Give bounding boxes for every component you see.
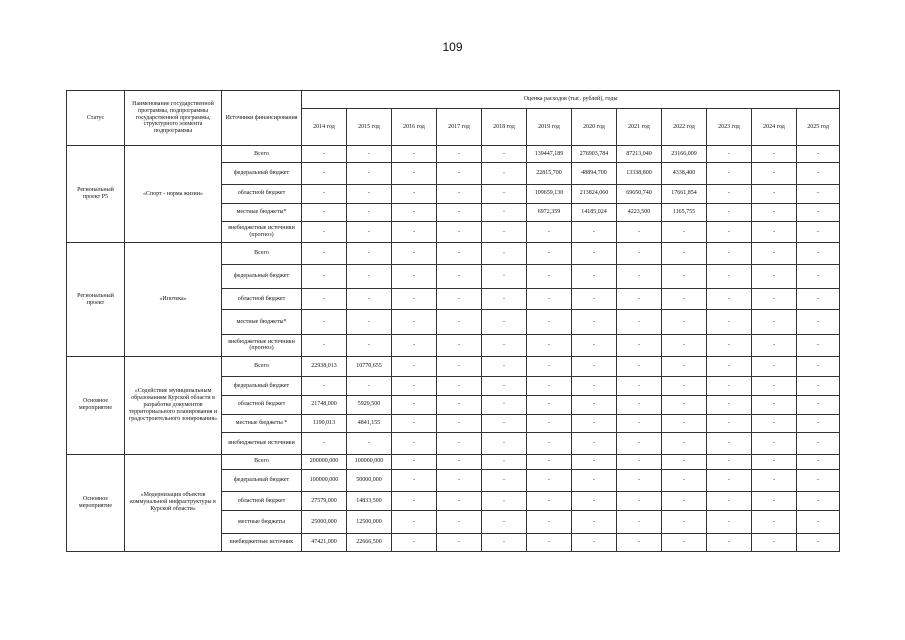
- row-value: 213824,060: [572, 184, 617, 203]
- row-value: 4338,400: [662, 163, 707, 184]
- row-value: -: [392, 469, 437, 491]
- row-value: -: [797, 454, 840, 469]
- header-status: Статус: [67, 91, 125, 146]
- row-value: -: [707, 289, 752, 310]
- row-source: внебюджетные источники (прогноз): [222, 334, 302, 356]
- row-program-name: «Модернизация объектов коммунальной инфраструктуры в Курской области»: [125, 454, 222, 551]
- row-value: -: [797, 334, 840, 356]
- row-value: -: [347, 264, 392, 288]
- row-source: Всего: [222, 357, 302, 377]
- row-value: 17661,854: [662, 184, 707, 203]
- row-value: -: [617, 414, 662, 432]
- row-value: -: [347, 203, 392, 221]
- row-value: -: [437, 533, 482, 551]
- row-value: -: [797, 469, 840, 491]
- row-value: -: [662, 357, 707, 377]
- row-value: -: [617, 357, 662, 377]
- row-value: -: [392, 511, 437, 533]
- row-value: 14833,500: [347, 492, 392, 511]
- row-value: -: [572, 243, 617, 264]
- header-year: 2016 год: [392, 109, 437, 146]
- row-value: -: [392, 146, 437, 163]
- row-value: -: [617, 334, 662, 356]
- row-value: 25000,000: [302, 511, 347, 533]
- table-row: [67, 243, 840, 264]
- row-value: -: [572, 395, 617, 414]
- row-value: -: [482, 184, 527, 203]
- row-value: -: [302, 433, 347, 454]
- row-value: -: [347, 184, 392, 203]
- row-value: -: [752, 377, 797, 395]
- row-value: 14185,024: [572, 203, 617, 221]
- row-value: -: [752, 203, 797, 221]
- row-value: -: [482, 146, 527, 163]
- row-value: -: [527, 454, 572, 469]
- row-value: 47421,000: [302, 533, 347, 551]
- row-value: 1190,013: [302, 414, 347, 432]
- header-year: 2021 год: [617, 109, 662, 146]
- row-value: -: [572, 469, 617, 491]
- row-value: -: [752, 533, 797, 551]
- row-value: -: [482, 492, 527, 511]
- row-value: -: [527, 310, 572, 334]
- row-value: -: [617, 222, 662, 243]
- row-value: 50000,000: [347, 469, 392, 491]
- row-value: 21748,000: [302, 395, 347, 414]
- row-value: -: [662, 492, 707, 511]
- row-value: -: [662, 511, 707, 533]
- row-value: -: [392, 203, 437, 221]
- row-value: -: [437, 289, 482, 310]
- row-value: -: [752, 334, 797, 356]
- row-value: -: [617, 377, 662, 395]
- row-value: -: [797, 511, 840, 533]
- budget-table: [66, 90, 840, 552]
- row-value: -: [392, 289, 437, 310]
- header-year: 2017 год: [437, 109, 482, 146]
- row-value: -: [437, 264, 482, 288]
- row-value: -: [482, 377, 527, 395]
- row-value: -: [347, 243, 392, 264]
- row-value: -: [707, 203, 752, 221]
- row-value: -: [482, 203, 527, 221]
- row-value: -: [302, 334, 347, 356]
- row-value: -: [482, 469, 527, 491]
- row-value: -: [392, 377, 437, 395]
- row-value: -: [707, 511, 752, 533]
- row-value: -: [437, 511, 482, 533]
- row-value: -: [617, 310, 662, 334]
- row-value: -: [572, 511, 617, 533]
- row-value: -: [392, 334, 437, 356]
- row-value: 13338,800: [617, 163, 662, 184]
- row-value: -: [527, 533, 572, 551]
- row-value: -: [302, 310, 347, 334]
- row-value: -: [752, 146, 797, 163]
- row-value: -: [752, 511, 797, 533]
- row-value: -: [617, 433, 662, 454]
- row-value: -: [527, 433, 572, 454]
- row-value: -: [707, 334, 752, 356]
- row-value: -: [752, 433, 797, 454]
- row-value: -: [572, 454, 617, 469]
- row-value: -: [572, 264, 617, 288]
- row-value: -: [527, 264, 572, 288]
- header-year: 2024 год: [752, 109, 797, 146]
- row-source: областной бюджет: [222, 184, 302, 203]
- row-value: -: [662, 454, 707, 469]
- row-source: внебюджетные источники: [222, 433, 302, 454]
- row-value: -: [302, 289, 347, 310]
- row-value: -: [707, 454, 752, 469]
- row-value: -: [482, 289, 527, 310]
- row-value: -: [527, 414, 572, 432]
- row-value: -: [707, 264, 752, 288]
- page-number: 109: [442, 40, 463, 54]
- header-year: 2018 год: [482, 109, 527, 146]
- row-value: -: [392, 310, 437, 334]
- row-value: -: [482, 163, 527, 184]
- row-value: -: [707, 469, 752, 491]
- row-value: -: [752, 310, 797, 334]
- row-value: -: [662, 533, 707, 551]
- row-value: 109659,130: [527, 184, 572, 203]
- row-value: -: [617, 469, 662, 491]
- row-value: -: [572, 377, 617, 395]
- row-value: -: [707, 357, 752, 377]
- row-value: -: [347, 310, 392, 334]
- row-value: -: [347, 222, 392, 243]
- row-value: -: [662, 310, 707, 334]
- row-value: -: [572, 222, 617, 243]
- row-value: -: [392, 184, 437, 203]
- row-value: 22938,013: [302, 357, 347, 377]
- row-value: -: [617, 395, 662, 414]
- row-value: -: [707, 414, 752, 432]
- row-value: -: [482, 243, 527, 264]
- row-value: 100000,000: [347, 454, 392, 469]
- header-year: 2023 год: [707, 109, 752, 146]
- row-value: -: [662, 469, 707, 491]
- row-value: -: [572, 533, 617, 551]
- row-source: федеральный бюджет: [222, 163, 302, 184]
- row-value: -: [347, 334, 392, 356]
- row-value: -: [302, 203, 347, 221]
- row-value: -: [437, 492, 482, 511]
- row-value: -: [707, 533, 752, 551]
- row-value: 100000,000: [302, 469, 347, 491]
- row-source: Всего: [222, 243, 302, 264]
- row-value: -: [752, 289, 797, 310]
- row-value: -: [797, 146, 840, 163]
- row-value: -: [482, 433, 527, 454]
- row-value: -: [707, 222, 752, 243]
- row-value: -: [617, 511, 662, 533]
- row-source: федеральный бюджет: [222, 264, 302, 288]
- row-value: -: [707, 377, 752, 395]
- row-value: -: [797, 203, 840, 221]
- header-year: 2019 год: [527, 109, 572, 146]
- row-value: -: [437, 357, 482, 377]
- row-value: -: [662, 433, 707, 454]
- row-value: 6972,359: [527, 203, 572, 221]
- row-value: -: [482, 414, 527, 432]
- header-year: 2014 год: [302, 109, 347, 146]
- row-value: -: [797, 243, 840, 264]
- row-value: -: [347, 377, 392, 395]
- row-value: -: [797, 264, 840, 288]
- row-value: -: [527, 334, 572, 356]
- row-value: -: [662, 377, 707, 395]
- row-value: -: [482, 357, 527, 377]
- row-value: -: [437, 184, 482, 203]
- row-source: внебюджетные источники (прогноз): [222, 222, 302, 243]
- row-value: -: [797, 492, 840, 511]
- row-value: -: [437, 243, 482, 264]
- row-value: -: [437, 222, 482, 243]
- row-value: -: [797, 184, 840, 203]
- row-value: -: [527, 222, 572, 243]
- row-value: 139447,189: [527, 146, 572, 163]
- row-value: -: [482, 533, 527, 551]
- row-value: -: [752, 395, 797, 414]
- row-value: 23166,009: [662, 146, 707, 163]
- row-value: -: [572, 357, 617, 377]
- row-value: -: [527, 243, 572, 264]
- row-value: 48894,700: [572, 163, 617, 184]
- row-value: -: [752, 414, 797, 432]
- row-value: -: [302, 184, 347, 203]
- row-value: -: [302, 163, 347, 184]
- row-value: 69650,740: [617, 184, 662, 203]
- row-value: -: [437, 395, 482, 414]
- row-value: -: [707, 146, 752, 163]
- row-value: -: [707, 163, 752, 184]
- row-value: -: [527, 357, 572, 377]
- row-value: 12500,000: [347, 511, 392, 533]
- row-value: -: [752, 454, 797, 469]
- row-value: -: [392, 395, 437, 414]
- row-value: -: [662, 395, 707, 414]
- row-value: -: [572, 289, 617, 310]
- row-value: -: [437, 377, 482, 395]
- row-value: -: [347, 433, 392, 454]
- row-value: -: [302, 377, 347, 395]
- row-value: -: [437, 203, 482, 221]
- row-value: -: [302, 146, 347, 163]
- header-sources: Источники финансирования: [222, 91, 302, 146]
- row-value: -: [437, 334, 482, 356]
- row-value: -: [347, 163, 392, 184]
- row-source: местные бюджеты *: [222, 414, 302, 432]
- row-value: -: [527, 395, 572, 414]
- row-value: -: [437, 146, 482, 163]
- table-row: [67, 357, 840, 377]
- row-value: -: [572, 334, 617, 356]
- row-value: -: [482, 454, 527, 469]
- row-value: -: [482, 334, 527, 356]
- row-value: 200000,000: [302, 454, 347, 469]
- row-value: -: [797, 395, 840, 414]
- row-value: -: [752, 469, 797, 491]
- row-value: -: [797, 310, 840, 334]
- row-source: областной бюджет: [222, 289, 302, 310]
- row-value: 22815,700: [527, 163, 572, 184]
- row-value: -: [797, 377, 840, 395]
- table-row: [67, 146, 840, 163]
- row-source: Всего: [222, 454, 302, 469]
- row-value: -: [797, 163, 840, 184]
- row-program-name: «Спорт - норма жизни»: [125, 146, 222, 243]
- row-value: -: [797, 289, 840, 310]
- row-value: -: [572, 492, 617, 511]
- row-value: -: [527, 511, 572, 533]
- header-year: 2025 год: [797, 109, 840, 146]
- header-year: 2015 год: [347, 109, 392, 146]
- row-value: -: [752, 492, 797, 511]
- row-value: -: [302, 243, 347, 264]
- row-value: -: [482, 222, 527, 243]
- row-source: федеральный бюджет: [222, 377, 302, 395]
- row-value: 1165,755: [662, 203, 707, 221]
- row-value: -: [752, 264, 797, 288]
- row-source: внебюджетные источник: [222, 533, 302, 551]
- row-value: -: [527, 289, 572, 310]
- row-value: -: [482, 395, 527, 414]
- row-value: -: [617, 289, 662, 310]
- row-value: -: [437, 310, 482, 334]
- row-value: -: [707, 310, 752, 334]
- row-value: -: [527, 377, 572, 395]
- row-value: -: [527, 492, 572, 511]
- row-value: -: [797, 357, 840, 377]
- row-value: -: [572, 433, 617, 454]
- row-value: -: [707, 492, 752, 511]
- row-value: 4841,155: [347, 414, 392, 432]
- row-value: -: [617, 243, 662, 264]
- row-source: местные бюджеты*: [222, 203, 302, 221]
- row-value: -: [797, 433, 840, 454]
- row-value: -: [797, 222, 840, 243]
- row-value: -: [662, 414, 707, 432]
- row-value: -: [482, 511, 527, 533]
- row-source: областной бюджет: [222, 492, 302, 511]
- row-value: -: [662, 243, 707, 264]
- row-program-name: «Ипотека»: [125, 243, 222, 357]
- row-value: -: [572, 414, 617, 432]
- row-value: -: [752, 163, 797, 184]
- row-value: -: [302, 264, 347, 288]
- row-value: 10770,655: [347, 357, 392, 377]
- row-value: -: [392, 454, 437, 469]
- row-value: -: [527, 469, 572, 491]
- header-estimate: Оценка расходов (тыс. рублей), годы: [302, 91, 840, 109]
- row-value: -: [392, 222, 437, 243]
- row-value: -: [707, 433, 752, 454]
- row-value: -: [752, 184, 797, 203]
- row-value: 27579,000: [302, 492, 347, 511]
- row-value: -: [392, 163, 437, 184]
- row-source: Всего: [222, 146, 302, 163]
- row-status: Региональный проект: [67, 243, 125, 357]
- row-value: -: [617, 454, 662, 469]
- row-value: -: [662, 264, 707, 288]
- row-value: -: [302, 222, 347, 243]
- row-value: 4223,500: [617, 203, 662, 221]
- row-value: -: [482, 310, 527, 334]
- row-value: -: [617, 533, 662, 551]
- row-source: областной бюджет: [222, 395, 302, 414]
- header-year: 2020 год: [572, 109, 617, 146]
- row-value: -: [707, 395, 752, 414]
- row-value: -: [797, 414, 840, 432]
- row-value: -: [392, 533, 437, 551]
- row-value: 5929,500: [347, 395, 392, 414]
- row-value: -: [707, 243, 752, 264]
- row-value: -: [437, 163, 482, 184]
- row-value: -: [392, 357, 437, 377]
- row-program-name: «Содействие муниципальным образованиям Курской области в разработке документов территориального планирования и градостроительного зонирования»: [125, 357, 222, 454]
- table-row: [67, 454, 840, 469]
- row-value: 276903,784: [572, 146, 617, 163]
- row-value: -: [797, 533, 840, 551]
- row-source: федеральный бюджет: [222, 469, 302, 491]
- row-value: -: [392, 243, 437, 264]
- row-source: местные бюджеты: [222, 511, 302, 533]
- row-value: -: [437, 454, 482, 469]
- row-status: Региональный проект Р5: [67, 146, 125, 243]
- row-value: -: [752, 357, 797, 377]
- row-value: -: [347, 289, 392, 310]
- row-status: Основное мероприятие: [67, 357, 125, 454]
- row-value: -: [437, 433, 482, 454]
- row-value: -: [437, 414, 482, 432]
- row-value: -: [347, 146, 392, 163]
- row-value: -: [392, 492, 437, 511]
- header-name: Наименование государственной программы, подпрограммы государственной программы, структурного элемента подпрограммы: [125, 91, 222, 146]
- row-value: -: [392, 414, 437, 432]
- row-value: 22666,500: [347, 533, 392, 551]
- header-year: 2022 год: [662, 109, 707, 146]
- row-value: -: [752, 243, 797, 264]
- row-value: -: [662, 334, 707, 356]
- row-value: -: [662, 289, 707, 310]
- row-value: -: [662, 222, 707, 243]
- row-value: -: [482, 264, 527, 288]
- row-value: -: [572, 310, 617, 334]
- row-source: местные бюджеты*: [222, 310, 302, 334]
- row-value: 87213,040: [617, 146, 662, 163]
- row-value: -: [617, 492, 662, 511]
- row-value: -: [392, 433, 437, 454]
- row-value: -: [392, 264, 437, 288]
- row-value: -: [437, 469, 482, 491]
- row-value: -: [707, 184, 752, 203]
- row-value: -: [752, 222, 797, 243]
- row-value: -: [617, 264, 662, 288]
- row-status: Основное мероприятие: [67, 454, 125, 551]
